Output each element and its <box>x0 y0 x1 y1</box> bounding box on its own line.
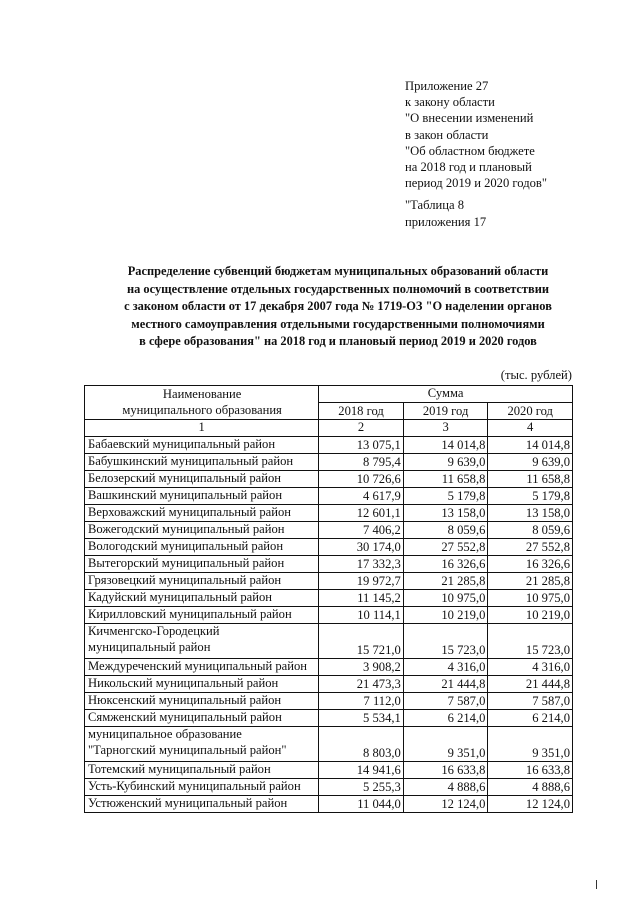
row-name-cell <box>85 573 319 590</box>
table-row <box>85 607 573 624</box>
value-cell-2019: 4 316,0 <box>403 659 488 676</box>
header-year-2019: 2019 год <box>403 403 488 420</box>
value-cell-2019: 27 552,8 <box>403 539 488 556</box>
index-cell: 4 <box>488 420 573 437</box>
value-cell-2020: 12 124,0 <box>488 796 573 813</box>
row-name: Кирилловский муниципальный район <box>88 607 292 622</box>
row-name-cell <box>85 590 319 607</box>
value-cell-2019: 14 014,8 <box>403 437 488 454</box>
subsidy-table <box>84 385 573 813</box>
table-row <box>85 573 573 590</box>
value-cell-2019: 21 444,8 <box>403 676 488 693</box>
value-cell-2018: 12 601,1 <box>319 505 404 522</box>
row-name: Кадуйский муниципальный район <box>88 590 273 605</box>
value-cell-2019: 5 179,8 <box>403 488 488 505</box>
value-cell-2020: 27 552,8 <box>488 539 573 556</box>
appendix-line: "О внесении изменений <box>405 111 534 126</box>
value-cell-2020: 6 214,0 <box>488 710 573 727</box>
value-cell-2018: 7 112,0 <box>319 693 404 710</box>
header-year-2020: 2020 год <box>488 403 573 420</box>
table-row <box>85 659 573 676</box>
value-cell-2020: 10 975,0 <box>488 590 573 607</box>
value-cell-2020: 9 351,0 <box>488 727 573 762</box>
value-cell-2020: 14 014,8 <box>488 437 573 454</box>
row-name-cell <box>85 454 319 471</box>
header-name-cell <box>85 386 319 420</box>
row-name: Сямженский муниципальный район <box>88 710 282 725</box>
table-row <box>85 676 573 693</box>
value-cell-2018: 7 406,2 <box>319 522 404 539</box>
row-name: Грязовецкий муниципальный район <box>88 573 282 588</box>
table-ref-line: "Таблица 8 <box>405 198 465 213</box>
table-row <box>85 471 573 488</box>
value-cell-2019: 4 888,6 <box>403 779 488 796</box>
row-name: Кичменгско-Городецкий <box>88 624 220 638</box>
value-cell-2019: 8 059,6 <box>403 522 488 539</box>
header-year-2018: 2018 год <box>319 403 404 420</box>
value-cell-2020: 4 888,6 <box>488 779 573 796</box>
table-body <box>85 437 573 813</box>
value-cell-2019: 13 158,0 <box>403 505 488 522</box>
value-cell-2018: 21 473,3 <box>319 676 404 693</box>
table-row <box>85 488 573 505</box>
value-cell-2018: 14 941,6 <box>319 762 404 779</box>
value-cell-2020: 8 059,6 <box>488 522 573 539</box>
row-name-cell <box>85 471 319 488</box>
header-name-line2: муниципального образования <box>122 402 282 417</box>
table-row <box>85 539 573 556</box>
table-row <box>85 710 573 727</box>
header-name-line1: Наименование <box>162 387 242 401</box>
table-row <box>85 624 573 659</box>
value-cell-2018: 11 145,2 <box>319 590 404 607</box>
title-line: в сфере образования" на 2018 год и плановый период 2019 и 2020 годов <box>139 334 537 349</box>
value-cell-2019: 12 124,0 <box>403 796 488 813</box>
row-name-cell <box>85 659 319 676</box>
title-line: на осуществление отдельных государственных полномочий в соответствии <box>126 281 549 296</box>
value-cell-2019: 9 639,0 <box>403 454 488 471</box>
header-sum-cell: Сумма <box>319 386 573 403</box>
row-name: Нюксенский муниципальный район <box>88 693 282 708</box>
value-cell-2020: 9 639,0 <box>488 454 573 471</box>
appendix-line: Приложение 27 <box>405 79 489 93</box>
value-cell-2019: 21 285,8 <box>403 573 488 590</box>
row-name-cell <box>85 710 319 727</box>
row-name: Верховажский муниципальный район <box>88 505 292 520</box>
row-name-continued: муниципальный район <box>88 639 211 654</box>
table-row <box>85 762 573 779</box>
value-cell-2019: 6 214,0 <box>403 710 488 727</box>
row-name: Усть-Кубинский муниципальный район <box>88 779 301 794</box>
value-cell-2018: 5 255,3 <box>319 779 404 796</box>
row-name: Устюженский муниципальный район <box>88 796 288 811</box>
row-name-cell <box>85 676 319 693</box>
table-ref-line: приложения 17 <box>405 214 487 229</box>
index-row <box>85 420 573 437</box>
value-cell-2018: 11 044,0 <box>319 796 404 813</box>
row-name-cell <box>85 522 319 539</box>
value-cell-2020: 7 587,0 <box>488 693 573 710</box>
value-cell-2019: 10 975,0 <box>403 590 488 607</box>
value-cell-2018: 15 721,0 <box>319 624 404 659</box>
value-cell-2019: 16 326,6 <box>403 556 488 573</box>
value-cell-2018: 19 972,7 <box>319 573 404 590</box>
value-cell-2018: 8 795,4 <box>319 454 404 471</box>
row-name-cell <box>85 437 319 454</box>
row-name-continued: "Тарногский муниципальный район" <box>88 742 287 757</box>
row-name-cell <box>85 488 319 505</box>
appendix-line: "Об областном бюджете <box>405 143 535 158</box>
table-row <box>85 590 573 607</box>
row-name: Вашкинский муниципальный район <box>88 488 283 503</box>
value-cell-2020: 21 444,8 <box>488 676 573 693</box>
value-cell-2019: 15 723,0 <box>403 624 488 659</box>
table-row <box>85 779 573 796</box>
value-cell-2019: 11 658,8 <box>403 471 488 488</box>
row-name-cell <box>85 505 319 522</box>
value-cell-2018: 10 114,1 <box>319 607 404 624</box>
value-cell-2018: 13 075,1 <box>319 437 404 454</box>
row-name-cell <box>85 624 319 659</box>
value-cell-2020: 16 633,8 <box>488 762 573 779</box>
index-cell: 3 <box>403 420 488 437</box>
units-label: (тыс. рублей) <box>500 368 572 382</box>
value-cell-2020: 16 326,6 <box>488 556 573 573</box>
row-name-cell <box>85 607 319 624</box>
row-name: Вожегодский муниципальный район <box>88 522 285 537</box>
value-cell-2020: 10 219,0 <box>488 607 573 624</box>
index-cell: 2 <box>319 420 404 437</box>
row-name: Бабаевский муниципальный район <box>88 437 276 452</box>
appendix-line: в закон области <box>405 127 489 142</box>
appendix-block <box>405 78 547 230</box>
table-row <box>85 437 573 454</box>
header-row <box>85 386 573 403</box>
row-name: муниципальное образование <box>88 727 242 741</box>
table-row <box>85 454 573 471</box>
table-row <box>85 522 573 539</box>
row-name: Междуреченский муниципальный район <box>88 659 308 674</box>
value-cell-2020: 15 723,0 <box>488 624 573 659</box>
row-name-cell <box>85 693 319 710</box>
row-name: Никольский муниципальный район <box>88 676 279 691</box>
row-name: Белозерский муниципальный район <box>88 471 282 486</box>
value-cell-2018: 5 534,1 <box>319 710 404 727</box>
row-name: Тотемский муниципальный район <box>88 762 271 777</box>
row-name: Бабушкинский муниципальный район <box>88 454 294 469</box>
value-cell-2018: 17 332,3 <box>319 556 404 573</box>
table-row <box>85 796 573 813</box>
value-cell-2019: 10 219,0 <box>403 607 488 624</box>
value-cell-2019: 16 633,8 <box>403 762 488 779</box>
title-line: местного самоуправления отдельными государственными полномочиями <box>131 316 545 331</box>
title-line: с законом области от 17 декабря 2007 года № 1719-ОЗ "О наделении органов <box>124 299 552 314</box>
appendix-line: на 2018 год и плановый <box>405 160 532 175</box>
row-name-cell <box>85 796 319 813</box>
value-cell-2020: 21 285,8 <box>488 573 573 590</box>
appendix-line: период 2019 и 2020 годов" <box>405 176 547 191</box>
title-line: Распределение субвенций бюджетам муниципальных образований области <box>127 264 549 278</box>
value-cell-2020: 13 158,0 <box>488 505 573 522</box>
row-name-cell <box>85 539 319 556</box>
value-cell-2018: 30 174,0 <box>319 539 404 556</box>
value-cell-2020: 11 658,8 <box>488 471 573 488</box>
page-mark <box>596 880 597 889</box>
table-row <box>85 693 573 710</box>
row-name-cell <box>85 762 319 779</box>
appendix-line: к закону области <box>405 95 495 110</box>
table-row <box>85 727 573 762</box>
value-cell-2019: 9 351,0 <box>403 727 488 762</box>
row-name: Вологодский муниципальный район <box>88 539 284 554</box>
document-title <box>60 263 616 351</box>
value-cell-2018: 10 726,6 <box>319 471 404 488</box>
value-cell-2020: 5 179,8 <box>488 488 573 505</box>
index-cell: 1 <box>85 420 319 437</box>
value-cell-2020: 4 316,0 <box>488 659 573 676</box>
table-row <box>85 556 573 573</box>
row-name-cell <box>85 779 319 796</box>
row-name: Вытегорский муниципальный район <box>88 556 285 571</box>
value-cell-2018: 8 803,0 <box>319 727 404 762</box>
value-cell-2019: 7 587,0 <box>403 693 488 710</box>
row-name-cell <box>85 556 319 573</box>
row-name-cell <box>85 727 319 762</box>
table-row <box>85 505 573 522</box>
value-cell-2018: 3 908,2 <box>319 659 404 676</box>
value-cell-2018: 4 617,9 <box>319 488 404 505</box>
